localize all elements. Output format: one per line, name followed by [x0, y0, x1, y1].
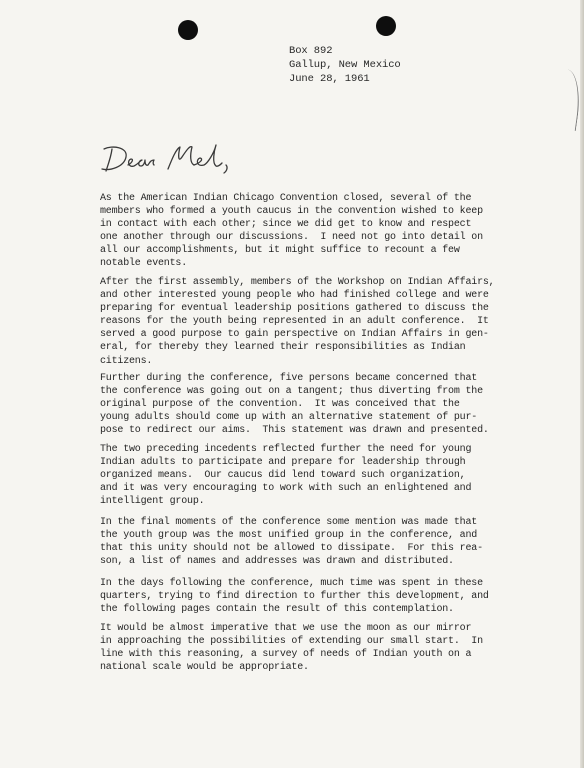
text-line: reasons for the youth being represented in an adult conference. It	[100, 316, 489, 328]
text-line: and it was very encouraging to work with such an enlightened and	[100, 483, 472, 495]
text-line: national scale would be appropriate.	[100, 662, 309, 674]
text-line: eral, for thereby they learned their responsibilities as Indian	[100, 342, 466, 354]
text-line: original purpose of the convention. It was conceived that the	[100, 399, 460, 411]
handwritten-salutation	[98, 135, 298, 185]
address-line: Gallup, New Mexico	[289, 59, 401, 71]
text-line: citizens.	[100, 355, 153, 367]
text-line: served a good purpose to gain perspective on Indian Affairs in gen-	[100, 329, 489, 341]
text-line: In the final moments of the conference some mention was made that	[100, 517, 478, 528]
text-line: the youth group was the most unified group in the conference, and	[100, 530, 478, 542]
punch-hole-left	[178, 20, 198, 40]
text-line: Indian adults to participate and prepare for leadership through	[100, 457, 466, 469]
text-line: It would be almost imperative that we use the moon as our mirror	[100, 623, 472, 634]
page-edge	[580, 0, 584, 768]
text-line: The two preceding incedents reflected further the need for young	[100, 444, 472, 455]
address-line: Box 892	[289, 45, 333, 57]
text-line: members who formed a youth caucus in the convention wished to keep	[100, 206, 483, 218]
text-line: After the first assembly, members of the Workshop on Indian Affairs,	[100, 277, 495, 288]
text-line: one another through our discussions. I need not go into detail on	[100, 232, 483, 244]
paragraph-3	[100, 372, 489, 437]
text-line: and other interested young people who had finished college and were	[100, 290, 489, 302]
text-line: notable events.	[100, 258, 188, 270]
text-line: intelligent group.	[100, 496, 205, 508]
text-line: son, a list of names and addresses was drawn and distributed.	[100, 556, 454, 568]
text-line: the conference was going out on a tangent; thus diverting from the	[100, 386, 483, 398]
text-line: quarters, trying to find direction to further this development, and	[100, 591, 489, 603]
text-line: in approaching the possibilities of extending our small start. In	[100, 636, 483, 648]
salutation-script	[98, 135, 298, 185]
text-line: line with this reasoning, a survey of needs of Indian youth on a	[100, 649, 472, 661]
text-line: all our accomplishments, but it might suffice to recount a few	[100, 245, 460, 257]
punch-hole-right	[376, 16, 396, 36]
text-line: young adults should come up with an alternative statement of pur-	[100, 412, 478, 424]
text-line: In the days following the conference, much time was spent in these	[100, 578, 483, 589]
text-line: preparing for eventual leadership positions gathered to discuss the	[100, 303, 489, 315]
text-line: As the American Indian Chicago Convention closed, several of the	[100, 193, 472, 204]
paragraph-7	[100, 622, 483, 674]
paragraph-2	[100, 276, 494, 368]
paragraph-4	[100, 443, 471, 508]
text-line: Further during the conference, five persons became concerned that	[100, 373, 478, 384]
text-line: in contact with each other; since we did get to know and respect	[100, 219, 472, 231]
letter-date: June 28, 1961	[289, 73, 370, 85]
text-line: organized means. Our caucus did lend toward such organization,	[100, 470, 466, 482]
text-line: that this unity should not be allowed to dissipate. For this rea-	[100, 543, 483, 555]
paragraph-6	[100, 577, 489, 616]
text-line: the following pages contain the result of this contemplation.	[100, 604, 454, 616]
sender-address	[289, 44, 401, 86]
paragraph-5	[100, 516, 483, 568]
text-line: pose to redirect our aims. This statement was drawn and presented.	[100, 425, 489, 437]
paragraph-1	[100, 192, 483, 271]
